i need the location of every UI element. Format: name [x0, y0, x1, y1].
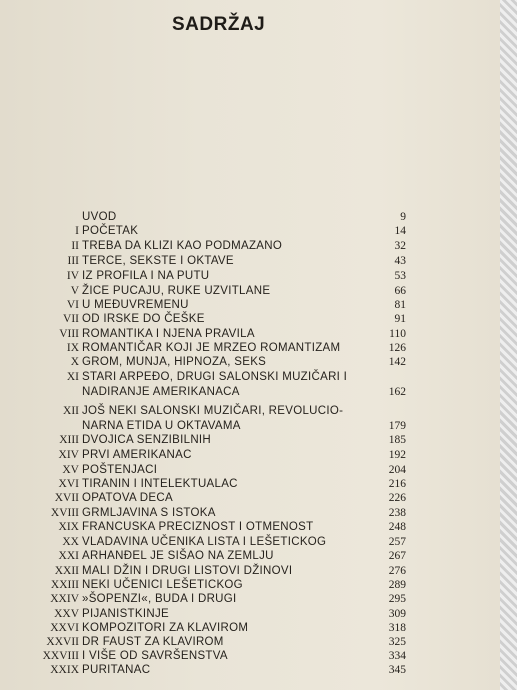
page-number: 289	[388, 579, 406, 591]
chapter-number: XIV	[58, 449, 79, 461]
chapter-number: XII	[63, 405, 79, 417]
page-number: 257	[388, 536, 406, 548]
chapter-number: XXV	[54, 608, 79, 620]
toc-entry	[0, 312, 420, 326]
toc-entry	[0, 254, 420, 268]
chapter-number: II	[71, 240, 79, 252]
page-number: 185	[388, 434, 406, 446]
chapter-title: TREBA DA KLIZI KAO PODMAZANO	[82, 240, 283, 252]
page-number: 295	[388, 593, 406, 605]
toc-entry	[0, 578, 420, 592]
page-number: 267	[388, 550, 406, 562]
toc-entry	[0, 491, 420, 505]
toc-entry	[0, 649, 420, 663]
toc-entry	[0, 607, 420, 621]
toc-entry	[0, 269, 420, 283]
toc-entry	[0, 210, 420, 224]
chapter-number: XXIII	[50, 579, 79, 591]
toc-entry	[0, 341, 420, 355]
chapter-number: IV	[66, 270, 79, 282]
page-number: 238	[388, 507, 406, 519]
toc-entry	[0, 506, 420, 520]
chapter-number: VI	[66, 299, 79, 311]
page-number: 226	[388, 492, 406, 504]
chapter-title: NEKI UČENICI LEŠETICKOG	[82, 579, 243, 591]
chapter-title: PRVI AMERIKANAC	[82, 449, 192, 461]
chapter-number: VIII	[59, 328, 79, 340]
chapter-number: XXIX	[50, 664, 79, 676]
page-number: 81	[394, 299, 406, 311]
page-number: 276	[388, 565, 406, 577]
toc-entry	[0, 433, 420, 447]
chapter-title: »ŠOPENZI«, BUDA I DRUGI	[82, 593, 237, 605]
chapter-number: XXVII	[46, 636, 79, 648]
chapter-number: XXI	[58, 550, 79, 562]
chapter-number: IX	[66, 342, 79, 354]
chapter-number: X	[70, 356, 79, 368]
chapter-title: POŠTENJACI	[82, 464, 158, 476]
page-number: 162	[388, 386, 406, 398]
chapter-title: ROMANTIKA I NJENA PRAVILA	[82, 328, 255, 340]
chapter-title: OD IRSKE DO ČEŠKE	[82, 313, 205, 325]
chapter-title: JOŠ NEKI SALONSKI MUZIČARI, REVOLUCIO-	[82, 405, 344, 417]
toc-entry	[0, 535, 420, 549]
chapter-number: XVI	[58, 478, 79, 490]
chapter-title: KOMPOZITORI ZA KLAVIROM	[82, 622, 249, 634]
chapter-title: OPATOVA DECA	[82, 492, 173, 504]
toc-entry	[0, 564, 420, 578]
toc-entry	[0, 621, 420, 635]
toc-entry	[0, 463, 420, 477]
chapter-number: III	[67, 255, 79, 267]
chapter-title: U MEĐUVREMENU	[82, 299, 189, 311]
chapter-title: ROMANTIČAR KOJI JE MRZEO ROMANTIZAM	[82, 342, 341, 354]
page-number: 334	[388, 650, 406, 662]
page-number: 53	[394, 270, 406, 282]
toc-entry	[0, 385, 420, 399]
page-number: 325	[388, 636, 406, 648]
chapter-number: XIII	[59, 434, 79, 446]
page-number: 318	[388, 622, 406, 634]
toc-entry	[0, 239, 420, 253]
toc-entry	[0, 477, 420, 491]
page-number: 43	[394, 255, 406, 267]
chapter-title: POČETAK	[82, 225, 139, 237]
chapter-title: TIRANIN I INTELEKTUALAC	[82, 478, 238, 490]
chapter-number: XI	[66, 371, 79, 383]
chapter-title: STARI ARPEĐO, DRUGI SALONSKI MUZIČARI I	[82, 371, 348, 383]
page-number: 345	[388, 664, 406, 676]
chapter-number: I	[75, 225, 79, 237]
page-number: 216	[388, 478, 406, 490]
page-number: 179	[388, 420, 406, 432]
chapter-title: UVOD	[82, 211, 117, 223]
page-number: 91	[394, 313, 406, 325]
toc-entry	[0, 448, 420, 462]
chapter-title: NADIRANJE AMERIKANACA	[82, 386, 240, 398]
chapter-title: DR FAUST ZA KLAVIROM	[82, 636, 224, 648]
toc-entry	[0, 549, 420, 563]
toc-entry	[0, 520, 420, 534]
chapter-title: PIJANISTKINJE	[82, 608, 169, 620]
chapter-title: TERCE, SEKSTE I OKTAVE	[82, 255, 234, 267]
contents-heading: SADRŽAJ	[172, 14, 266, 35]
chapter-title: MALI DŽIN I DRUGI LISTOVI DŽINOVI	[82, 565, 293, 577]
page-number: 14	[394, 225, 406, 237]
chapter-title: NARNA ETIDA U OKTAVAMA	[82, 420, 241, 432]
chapter-number: XXII	[54, 565, 79, 577]
chapter-title: PURITANAC	[82, 664, 151, 676]
chapter-title: IZ PROFILA I NA PUTU	[82, 270, 210, 282]
toc-entry	[0, 419, 420, 433]
page-number: 248	[388, 521, 406, 533]
page-number: 126	[388, 342, 406, 354]
chapter-title: FRANCUSKA PRECIZNOST I OTMENOST	[82, 521, 314, 533]
chapter-title: GRMLJAVINA S ISTOKA	[82, 507, 216, 519]
chapter-number: V	[70, 285, 79, 297]
chapter-number: XIX	[58, 521, 79, 533]
chapter-title: ARHANĐEL JE SIŠAO NA ZEMLJU	[82, 550, 274, 562]
toc-entry	[0, 370, 420, 384]
page-number: 110	[389, 328, 406, 340]
page-number: 9	[400, 211, 406, 223]
toc-entry	[0, 404, 420, 418]
page-number: 309	[388, 608, 406, 620]
toc-entry	[0, 284, 420, 298]
chapter-title: I VIŠE OD SAVRŠENSTVA	[82, 650, 228, 662]
chapter-number: XVIII	[50, 507, 79, 519]
chapter-number: XX	[62, 536, 79, 548]
toc-entry	[0, 663, 420, 677]
toc-entry	[0, 592, 420, 606]
toc-entry	[0, 635, 420, 649]
toc-entry	[0, 327, 420, 341]
chapter-number: XV	[62, 464, 79, 476]
chapter-number: XXIV	[50, 593, 79, 605]
toc-entry	[0, 355, 420, 369]
chapter-number: VII	[63, 313, 79, 325]
page-number: 32	[394, 240, 406, 252]
chapter-title: VLADAVINA UČENIKA LISTA I LEŠETICKOG	[82, 536, 327, 548]
chapter-title: ŽICE PUCAJU, RUKE UZVITLANE	[82, 285, 271, 297]
page-number: 142	[388, 356, 406, 368]
toc-entry	[0, 298, 420, 312]
chapter-number: XXVIII	[42, 650, 79, 662]
chapter-number: XVII	[54, 492, 79, 504]
chapter-title: DVOJICA SENZIBILNIH	[82, 434, 212, 446]
page-edge-background	[500, 0, 517, 690]
page-number: 204	[388, 464, 406, 476]
page-number: 192	[388, 449, 406, 461]
chapter-number: XXVI	[50, 622, 79, 634]
toc-entry	[0, 224, 420, 238]
chapter-title: GROM, MUNJA, HIPNOZA, SEKS	[82, 356, 267, 368]
page-number: 66	[394, 285, 406, 297]
